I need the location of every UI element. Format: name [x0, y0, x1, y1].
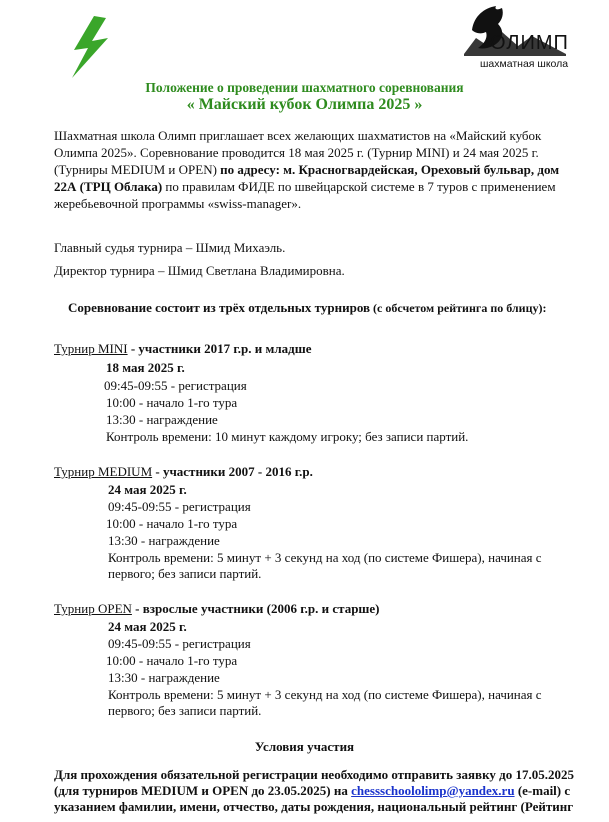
- document-title: Положение о проведении шахматного соревнования: [145, 80, 464, 95]
- event-title: « Майский кубок Олимпа 2025 »: [186, 96, 423, 113]
- lightning-logo-icon: [68, 14, 112, 80]
- tournament-open-award: 13:30 - награждение: [108, 670, 220, 685]
- conditions-line-1: Для прохождения обязательной регистрации необходимо отправить заявку до 17.05.2025: [54, 767, 574, 782]
- tournament-open-name: Турнир OPEN: [54, 601, 132, 616]
- chief-judge: Главный судья турнира – Шмид Михаэль.: [54, 240, 286, 255]
- tournament-medium-award: 13:30 - награждение: [108, 533, 220, 548]
- tournament-medium-name: Турнир MEDIUM: [54, 464, 153, 479]
- intro-address: по адресу: м. Красногвардейская, Ореховый бульвар, дом 22А (ТРЦ Облака): [54, 162, 560, 194]
- conditions-line-2a: (для турниров MEDIUM и OPEN до 23.05.2025) на: [54, 783, 352, 798]
- director: Директор турнира – Шмид Светлана Владимировна.: [54, 263, 345, 278]
- tournament-open-desc: - взрослые участники (2006 г.р. и старше): [131, 601, 380, 616]
- structure-heading-text: Соревнование состоит из трёх отдельных турниров: [68, 300, 371, 315]
- conditions-line-2: [54, 783, 570, 799]
- tournament-open-start: 10:00 - начало 1-го тура: [106, 653, 238, 668]
- intro-text-2: по правилам ФИДЕ по швейцарской системе в 7 туров с применением жеребьевочной программы «swiss-manager».: [54, 179, 556, 211]
- tournament-mini-name: Турнир MINI: [54, 341, 128, 356]
- logo-subtitle: шахматная школа: [480, 58, 569, 70]
- tournament-mini-desc: - участники 2017 г.р. и младше: [127, 341, 312, 356]
- tournament-mini-award: 13:30 - награждение: [106, 412, 218, 427]
- tournament-medium-heading: [54, 464, 313, 480]
- tournament-open-registration: 09:45-09:55 - регистрация: [108, 636, 251, 651]
- tournament-medium-start: 10:00 - начало 1-го тура: [106, 516, 238, 531]
- intro-text-1: Шахматная школа Олимп приглашает всех желающих шахматистов на «Майский кубок Олимпа 2025». Соревнование проводится 18 мая 2025 г. (Турнир MINI) и 24 мая 2025 г. (Турниры MEDIUM и OPEN): [54, 128, 542, 177]
- tournament-mini-control: Контроль времени: 10 минут каждому игроку; без записи партий.: [106, 429, 469, 444]
- intro-paragraph: [54, 127, 574, 212]
- logo-name: ОЛИМП: [490, 32, 569, 54]
- tournament-medium-control-cont: первого; без записи партий.: [108, 566, 262, 581]
- tournament-mini-start: 10:00 - начало 1-го тура: [106, 395, 238, 410]
- tournament-mini-registration: 09:45-09:55 - регистрация: [104, 378, 247, 393]
- tournament-open-date: 24 мая 2025 г.: [108, 619, 187, 634]
- tournament-medium-desc: - участники 2007 - 2016 г.р.: [152, 464, 313, 479]
- tournament-mini-date: 18 мая 2025 г.: [106, 360, 185, 375]
- tournament-medium-control: Контроль времени: 5 минут + 3 секунд на ход (по системе Фишера), начиная с: [108, 550, 542, 565]
- conditions-line-3: указанием фамилии, имени, отчество, даты рождения, национальный рейтинг (Рейтинг: [54, 799, 574, 814]
- tournament-medium-date: 24 мая 2025 г.: [108, 482, 187, 497]
- tournament-mini-heading: [54, 341, 311, 357]
- tournament-open-control: Контроль времени: 5 минут + 3 секунд на ход (по системе Фишера), начиная с: [108, 687, 542, 702]
- conditions-line-2b: (e-mail) с: [514, 783, 571, 798]
- conditions-heading: Условия участия: [254, 739, 355, 754]
- structure-note: (с обсчетом рейтинга по блицу):: [370, 301, 547, 315]
- olimp-logo: [458, 2, 570, 74]
- tournament-open-heading: [54, 601, 380, 617]
- tournament-open-control-cont: первого; без записи партий.: [108, 703, 262, 718]
- tournament-medium-registration: 09:45-09:55 - регистрация: [108, 499, 251, 514]
- structure-heading: [68, 300, 546, 316]
- email-link[interactable]: chessschoololimp@yandex.ru: [351, 783, 515, 798]
